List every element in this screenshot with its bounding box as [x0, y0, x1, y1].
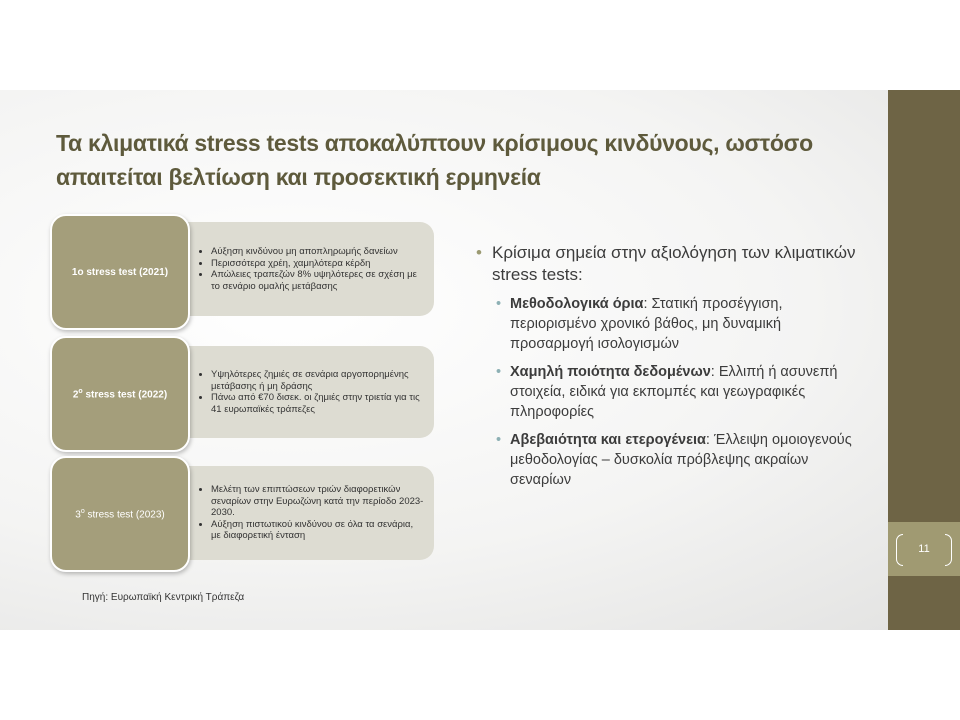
test-2-label: $2^o$ stress test (2022)	[72, 387, 168, 401]
list-item: • Περισσότερα χρέη, χαμηλότερα κέρδη	[211, 258, 424, 270]
list-item: • Αύξηση κινδύνου μη αποπληρωμής δανείων	[211, 246, 424, 258]
slide-title: Τα κλιματικά stress tests αποκαλύπτουν κρίσιμους κινδύνους, ωστόσο απαιτείται βελτίωση και προσεκτική ερμηνεία	[56, 130, 813, 190]
test-3-details	[172, 466, 434, 560]
list-item: • Μελέτη των επιπτώσεων τριών διαφορετικών σεναρίων στην Ευρωζώνη κατά την περίοδο 2023-2030.	[211, 484, 424, 519]
main-point: • Κρίσιμα σημεία στην αξιολόγηση των κλιματικών stress tests:	[476, 242, 856, 286]
list-item: • Υψηλότερες ζημιές σε σενάρια αργοπορημένης μετάβασης ή μη δράσης	[211, 369, 424, 392]
test-3-label: $3^o$ stress test (2023)	[75, 507, 165, 521]
key-points-list	[476, 242, 856, 490]
sub-point-methodology: • Μεθοδολογικά όρια: Στατική προσέγγιση, περιορισμένο χρονικό βάθος, μη δυναμική προσαρμογή ισολογισμών	[476, 294, 856, 354]
list-item: • Πάνω από €70 δισεκ. οι ζημιές στην τριετία για τις 41 ευρωπαϊκές τράπεζες	[211, 392, 424, 415]
test-1-box	[50, 214, 190, 330]
test-1-label: 1ο stress test (2021)	[71, 266, 169, 278]
sub-point-uncertainty: • Αβεβαιότητα και ετερογένεια: Έλλειψη ομοιογενούς μεθοδολογίας – δυσκολία πρόβλεψης ακραίων σεναρίων	[476, 430, 856, 490]
list-item: • Αύξηση πιστωτικού κινδύνου σε όλα τα σενάρια, με διαφορετική ένταση	[211, 519, 424, 542]
sub-point-data-quality: • Χαμηλή ποιότητα δεδομένων: Ελλιπή ή ασυνεπή στοιχεία, ειδικά για εκπομπές και γεωγραφικές πληροφορίες	[476, 362, 856, 422]
test-2-details	[172, 346, 434, 438]
test-2-box	[50, 336, 190, 452]
bracket-right-icon	[945, 534, 952, 566]
page-number: 11	[896, 536, 952, 562]
test-1-details	[172, 222, 434, 316]
source-note: Πηγή: Ευρωπαϊκή Κεντρική Τράπεζα	[82, 592, 245, 603]
list-item: • Απώλειες τραπεζών 8% υψηλότερες σε σχέση με το σενάριο ομαλής μετάβασης	[211, 269, 424, 292]
bracket-left-icon	[896, 534, 903, 566]
slide	[0, 90, 960, 630]
test-3-box	[50, 456, 190, 572]
